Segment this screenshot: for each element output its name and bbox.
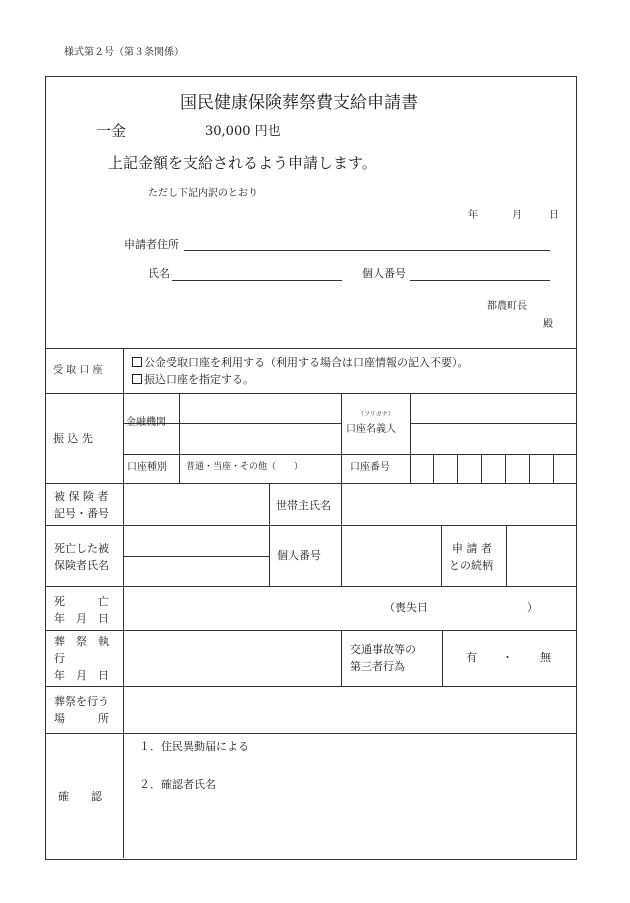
public-account-option-label: 公金受取口座を利用する（利用する場合は口座情報の記入不要）。	[144, 356, 469, 369]
mayor-label: 都農町長	[487, 301, 527, 312]
row-divider	[45, 348, 576, 349]
applicant-name-label: 氏名	[148, 267, 170, 280]
funeral-place-field[interactable]	[124, 687, 575, 732]
public-account-checkbox[interactable]	[132, 357, 142, 367]
confirmation-item-2: ２．確認者氏名	[139, 778, 216, 791]
deceased-personal-number-label: 個人番号	[277, 549, 321, 562]
confirmation-label: 確 認	[58, 790, 102, 803]
amount-prefix: 一金	[96, 122, 127, 140]
insured-number-label-1: 被 保 険 者	[54, 490, 109, 503]
public-account-option[interactable]	[132, 357, 469, 368]
deceased-personal-number-field[interactable]	[342, 526, 440, 585]
date-year-label: 年	[468, 210, 478, 221]
transfer-account-option-label: 振込口座を指定する。	[144, 373, 254, 386]
funeral-place-label-2: 場 所	[54, 712, 109, 725]
relation-label-1: 申 請 者	[452, 542, 492, 555]
col-divider	[341, 630, 342, 686]
account-holder-label: 口座名義人	[346, 424, 396, 435]
third-party-label-1: 交通事故等の	[350, 643, 416, 656]
receipt-account-label: 受 取 口 座	[53, 365, 103, 376]
account-number-label: 口座番号	[350, 462, 390, 473]
applicant-personal-number-field[interactable]	[410, 280, 550, 281]
amount-value: 30,000 円也	[205, 124, 281, 139]
account-holder-furigana-field[interactable]	[411, 394, 575, 422]
col-divider	[441, 525, 442, 586]
death-date-label-1: 死 亡	[54, 595, 109, 608]
date-day-label: 日	[549, 210, 559, 221]
option-separator: ・	[502, 651, 513, 664]
deceased-name-label-2: 保険者氏名	[54, 559, 109, 572]
insured-number-field[interactable]	[124, 484, 268, 524]
form-number: 様式第２号（第３条関係）	[64, 47, 184, 58]
applicant-address-label: 申請者住所	[124, 238, 179, 251]
col-divider	[442, 630, 443, 686]
breakdown-note: ただし下記内訳のとおり	[148, 188, 258, 199]
deceased-name-label-1: 死亡した被	[54, 542, 109, 555]
funeral-date-label-3: 年 月 日	[54, 669, 109, 682]
applicant-personal-number-label: 個人番号	[362, 267, 406, 280]
bank-label: 金融機関	[126, 417, 166, 428]
transfer-account-checkbox[interactable]	[132, 374, 142, 384]
funeral-date-label-1: 葬 祭 執	[54, 635, 109, 648]
third-party-yes-option[interactable]: 有	[466, 651, 477, 664]
third-party-label-2: 第三者行為	[350, 660, 405, 673]
bank-field[interactable]	[180, 394, 340, 453]
account-holder-field[interactable]	[411, 424, 575, 453]
loss-date-label[interactable]: （喪失日 ）	[384, 601, 538, 614]
honorific-label: 殿	[543, 319, 553, 330]
deceased-name-field[interactable]	[124, 557, 268, 585]
request-text: 上記金額を支給されるよう申請します。	[108, 154, 377, 172]
deceased-furigana-field[interactable]	[124, 526, 268, 555]
relation-field[interactable]	[507, 526, 575, 585]
date-month-label: 月	[512, 210, 522, 221]
account-type-label: 口座種別	[127, 462, 167, 473]
col-divider	[341, 393, 342, 483]
household-head-label: 世帯主氏名	[276, 499, 331, 512]
funeral-date-label-2: 行	[54, 652, 65, 665]
funeral-place-label-1: 葬祭を行う	[54, 695, 109, 708]
third-party-no-option[interactable]: 無	[540, 651, 551, 664]
transfer-destination-label: 振 込 先	[53, 432, 93, 445]
applicant-name-field[interactable]	[172, 280, 342, 281]
row-divider	[45, 733, 576, 734]
furigana-label: （フリガナ）	[358, 411, 394, 418]
insured-number-label-2: 記号・番号	[54, 507, 109, 520]
death-date-field[interactable]	[124, 587, 374, 629]
form-title: 国民健康保険葬祭費支給申請書	[180, 93, 418, 113]
account-number-field[interactable]	[411, 455, 575, 482]
transfer-account-option[interactable]	[132, 374, 254, 385]
relation-label-2: との続柄	[449, 559, 493, 572]
applicant-address-field[interactable]	[184, 250, 550, 251]
household-head-field[interactable]	[342, 484, 575, 524]
account-type-options[interactable]: 普通・当座・その他（ ）	[186, 462, 304, 472]
funeral-date-field[interactable]	[124, 631, 340, 685]
death-date-label-2: 年 月 日	[54, 612, 109, 625]
confirmation-item-1: １．住民異動届による	[139, 740, 249, 753]
col-divider	[269, 483, 270, 586]
